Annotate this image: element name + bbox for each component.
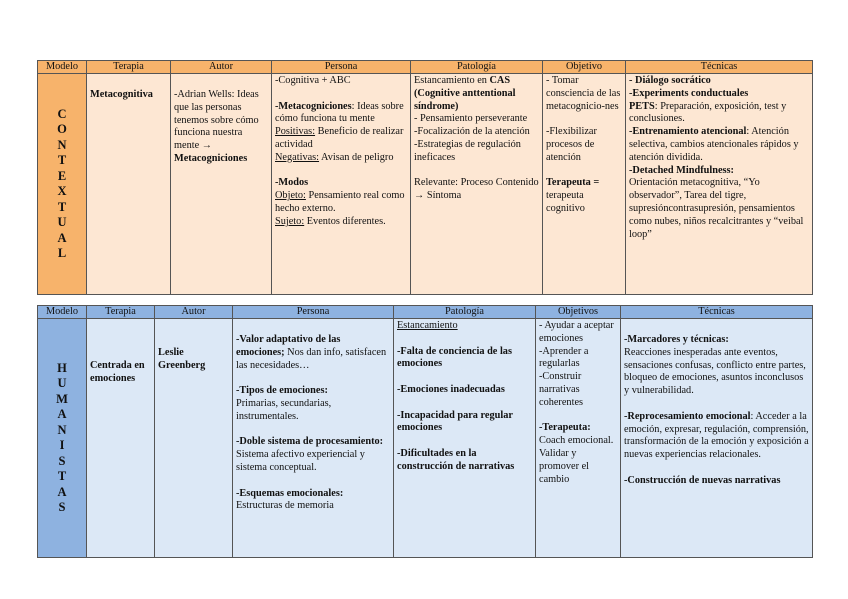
objetivo-cell: - Tomar consciencia de las metacognicio-nes -Flexibilizar procesos de atención Terapeuta = terapeuta cognitivo [543,74,626,295]
col-header-autor: Autor [171,61,272,74]
therapy-name: Metacognitiva [90,89,153,100]
model-cell-contextual [38,74,87,295]
col-header-patologia: Patología [411,61,543,74]
col-header-objetivo: Objetivo [543,61,626,74]
header-row [38,306,813,319]
col-header-modelo: Modelo [38,61,87,74]
patologia-cell: Estancamiento -Falta de conciencia de las emociones -Emociones inadecuadas -Incapacidad para regular emociones -Dificultades en la construcción de narrativas [394,319,536,558]
therapy-name: Centrada en emociones [90,360,145,384]
col-header-terapia: Terapia [87,306,155,319]
author-name: Leslie Greenberg [158,347,206,371]
contextual-table [37,60,813,295]
col-header-tecnicas: Técnicas [626,61,813,74]
col-header-persona: Persona [233,306,394,319]
model-cell-humanistas [38,319,87,558]
persona-cell: -Cognitiva + ABC -Metacogniciones: Ideas sobre cómo funciona tu mente Positivas: Beneficio de realizar actividad Negativas: Avisan de peligro -Modos Objeto: Pensamiento real como hecho externo. Sujeto: Eventos diferentes. [272,74,411,295]
tecnicas-cell: - Diálogo socrático -Experiments conductuales PETS: Preparación, exposición, test y conclusiones. -Entrenamiento atencional: Atención selectiva, cambios atencionales rápidos y atención dividida. -Detached Mindfulness: Orientación metacognitiva, “Yo observador”, Tarea del tigre, supresióncontrasupresión, pensamientos como nubes, niños recalcitrantes y “veibal loop” [626,74,813,295]
persona-cell: -Valor adaptativo de las emociones; Nos dan info, satisfacen las necesidades… -Tipos de emociones: Primarias, secundarias, instrumentales. -Doble sistema de procesamiento: Sistema afectivo experiencial y sistema conceptual. -Esquemas emocionales: Estructuras de memoria [233,319,394,558]
col-header-objetivos: Objetivos [536,306,621,319]
tecnicas-cell: -Marcadores y técnicas: Reacciones inesperadas ante eventos, sensaciones confusas, conflicto entre partes, bloqueo de emociones, asuntos inconclusos y vulnerabilidad. -Reprocesamiento emocional: Acceder a la emoción, expresar, regulación, comprensión, transformación de la emoción y exposición a nuevas experiencias relacionales. -Construcción de nuevas narrativas [621,319,813,558]
author-cell [155,319,233,558]
therapy-cell [87,74,171,295]
author-conclusion: Metacogniciones [174,152,248,164]
patologia-cell: Estancamiento en CAS (Cognitive anttentional síndrome) - Pensamiento perseverante -Focalización de la atención -Estrategias de regulación ineficaces Relevante: Proceso Contenido → Síntoma [411,74,543,295]
humanistas-table [37,305,813,558]
table-row [38,74,813,295]
objetivos-cell: - Ayudar a aceptar emociones -Aprender a regularlas -Construir narrativas coherentes -Terapeuta: Coach emocional. Validar y promover el cambio [536,319,621,558]
col-header-persona: Persona [272,61,411,74]
col-header-autor: Autor [155,306,233,319]
col-header-patologia: Patología [394,306,536,319]
model-vertical-label: H U M A N I S T A S [56,360,68,514]
col-header-modelo: Modelo [38,306,87,319]
col-header-tecnicas: Técnicas [621,306,813,319]
therapy-cell [87,319,155,558]
author-text: -Adrian Wells: Ideas que las personas tenemos sobre cómo funciona nuestra mente → [174,89,259,152]
table-row [38,319,813,558]
header-row [38,61,813,74]
model-vertical-label: C O N T E X T U A L [57,106,67,260]
col-header-terapia: Terapia [87,61,171,74]
author-cell [171,74,272,295]
